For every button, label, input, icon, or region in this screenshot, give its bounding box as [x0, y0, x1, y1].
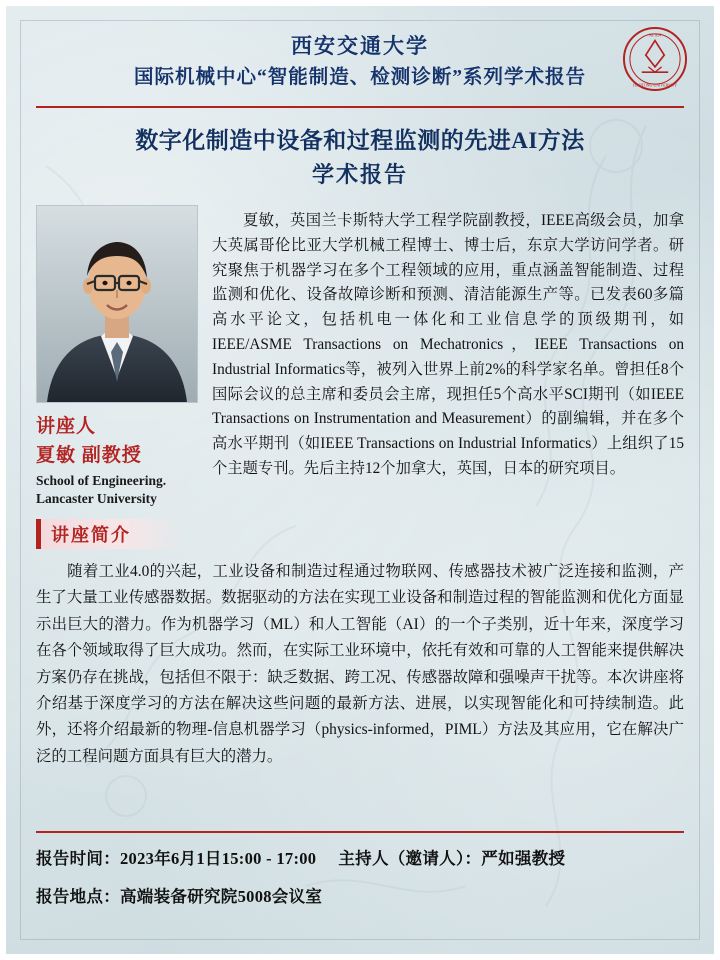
speaker-affiliation [36, 472, 204, 508]
speaker-affiliation-line2: Lancaster University [36, 491, 157, 507]
speaker-portrait [36, 205, 198, 403]
page-title: 数字化制造中设备和过程监测的先进AI方法 [135, 127, 585, 153]
abstract-text: 随着工业4.0的兴起，工业设备和制造过程通过物联网、传感器技术被广泛连接和监测，产生了大量工业传感器数据。数据驱动的方法在实现工业设备和制造过程的智能监测和优化方面显示出巨大的潜力。作为机器学习（ML）和人工智能（AI）的一个子类别，近十年来，深度学习在各个领域取得了巨大成功。然而，在实际工业环境中，依托有效和可靠的人工智能来提供解决方案仍存在挑战，包括但不限于：缺乏数据、跨工况、传感器故障和强噪声干扰等。本次讲座将介绍基于深度学习的方法在解决这些问题的最新方法、进展，以实现智能化和可持续制造。此外，还将介绍最新的物理-信息机器学习（physics-informed，PIML）方法及其应用，它在解决广泛的工程问题方面具有巨大的潜力。 [36, 562, 684, 765]
talk-host-value: 严如强教授 [481, 848, 566, 868]
talk-time-label: 报告时间： [36, 848, 120, 868]
xjtu-seal-logo-icon [622, 26, 688, 92]
poster-footer [36, 831, 684, 925]
talk-place-row [36, 885, 684, 910]
title-block [36, 124, 684, 192]
abstract-body [36, 559, 684, 771]
university-name: 西安交通大学 [291, 34, 429, 58]
speaker-affiliation-line1: School of Engineering. [36, 473, 167, 489]
footer-divider [36, 831, 684, 833]
talk-time-row [36, 847, 684, 872]
svg-text:JIAOTONG UNIVERSITY: JIAOTONG UNIVERSITY [632, 82, 678, 88]
abstract-section-tag [36, 519, 186, 549]
section-tag-label: 讲座简介 [51, 524, 131, 545]
talk-place-label: 报告地点： [36, 887, 120, 907]
series-title: 国际机械中心“智能制造、检测诊断”系列学术报告 [133, 67, 586, 89]
header-divider [36, 106, 684, 108]
talk-host-label: 主持人（邀请人）： [338, 848, 482, 868]
talk-place-value: 高端装备研究院5008会议室 [120, 887, 323, 907]
svg-text:XI'AN: XI'AN [648, 32, 662, 38]
speaker-bio [204, 205, 684, 508]
speaker-role-label: 讲座人 [36, 416, 97, 438]
poster-header [36, 32, 684, 92]
talk-time-value: 2023年6月1日15:00 - 17:00 [120, 848, 317, 868]
poster-content [6, 6, 714, 954]
speaker-info-column [36, 205, 204, 508]
bio-text: 夏敏，英国兰卡斯特大学工程学院副教授，IEEE高级会员，加拿大英属哥伦比亚大学机械工程博士、博士后，东京大学访问学者。研究聚焦于机器学习在多个工程领域的应用，重点涵盖智能制造、过程监测和优化、设备故障诊断和预测、清洁能源生产等。已发表60多篇高水平论文，包括机电一体化和工业信息学的顶级期刊，如IEEE/ASME Transactions on Mechatronics，IEEE Transactions on Industrial Informatics等，被列入世界上前2%的科学家名单。曾担任8个国际会议的总主席和委员会主席，现担任5个高水平SCI期刊（如IEEE Transactions on Instrumentation and Measurement）的副编辑，并在多个高水平期刊（如IEEE Transactions on Industrial Informatics）上组织了15个主题专刊。先后主持12个加拿大，英国，日本的研究项目。 [212, 212, 684, 477]
speaker-name: 夏敏 副教授 [36, 445, 142, 467]
page-subtitle: 学术报告 [311, 162, 408, 188]
speaker-section [36, 205, 684, 508]
